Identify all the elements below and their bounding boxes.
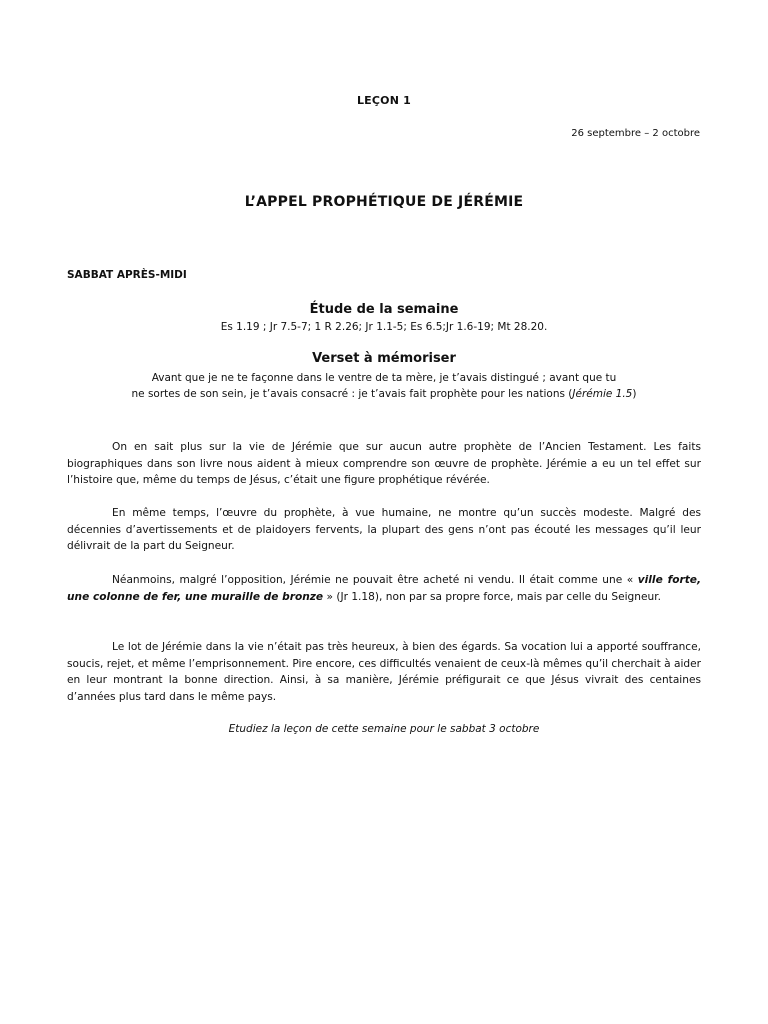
body-paragraph-2 — [67, 505, 701, 555]
memory-verse-reference: Jérémie 1.5 — [572, 388, 633, 400]
date-range: 26 septembre – 2 octobre — [571, 128, 700, 139]
paragraph-3-emphasis: ville forte, une colonne de fer, une muraille de bronze — [67, 574, 701, 603]
section-label: SABBAT APRÈS-MIDI — [67, 269, 187, 281]
page-title: L’APPEL PROPHÉTIQUE DE JÉRÉMIE — [244, 194, 524, 210]
body-paragraph-4 — [67, 639, 701, 705]
paragraph-3-text-before: Néanmoins, malgré l’opposition, Jérémie ne pouvait être acheté ni vendu. Il était comme une « — [112, 574, 638, 586]
memory-verse-close-paren: ) — [632, 388, 637, 400]
closing-note: Etudiez la leçon de cette semaine pour le sabbat 3 octobre — [228, 723, 540, 735]
paragraph-4-text: Le lot de Jérémie dans la vie n’était pas très heureux, à bien des égards. Sa vocation lui a apporté souffrance, soucis, rejet, et même l’emprisonnement. Pire encore, ces difficultés venaient de ceux-là mêmes qu’il cherchait à aider en leur montrant la bonne direction. Ainsi, à sa manière, Jérémie préfigurait ce que Jésus vivrait des centaines d’années plus tard dans le même pays. — [67, 641, 702, 703]
body-paragraph-1 — [67, 439, 701, 489]
paragraph-1-text: On en sait plus sur la vie de Jérémie que sur aucun autre prophète de l’Ancien Testament. Les faits biographiques dans son livre nous aident à mieux comprendre son œuvre de prophète. Jérémie a eu un tel effet sur l’histoire que, même du temps de Jésus, c’était une figure prophétique révérée. — [67, 441, 701, 487]
study-references: Es 1.19 ; Jr 7.5-7; 1 R 2.26; Jr 1.1-5; Es 6.5;Jr 1.6-19; Mt 28.20. — [220, 321, 548, 333]
paragraph-3-text-after: » (Jr 1.18), non par sa propre force, mais par celle du Seigneur. — [323, 590, 661, 603]
memory-verse-text — [90, 370, 678, 402]
body-paragraph-3 — [67, 572, 701, 605]
study-heading: Étude de la semaine — [309, 302, 459, 317]
memory-verse-line-1: Avant que je ne te façonne dans le ventre de ta mère, je t’avais distingué ; avant que tu — [151, 372, 617, 384]
memory-verse-line-2: ne sortes de son sein, je t’avais consacré : je t’avais fait prophète pour les nations ( — [131, 388, 573, 400]
paragraph-2-text: En même temps, l’œuvre du prophète, à vue humaine, ne montre qu’un succès modeste. Malgré des décennies d’avertissements et de plaidoyers fervents, la plupart des gens n’ont pas écouté les messages qu’il leur délivrait de la part du Seigneur. — [67, 507, 701, 553]
memory-verse-heading: Verset à mémoriser — [312, 351, 456, 366]
lesson-label: LEÇON 1 — [356, 94, 412, 107]
